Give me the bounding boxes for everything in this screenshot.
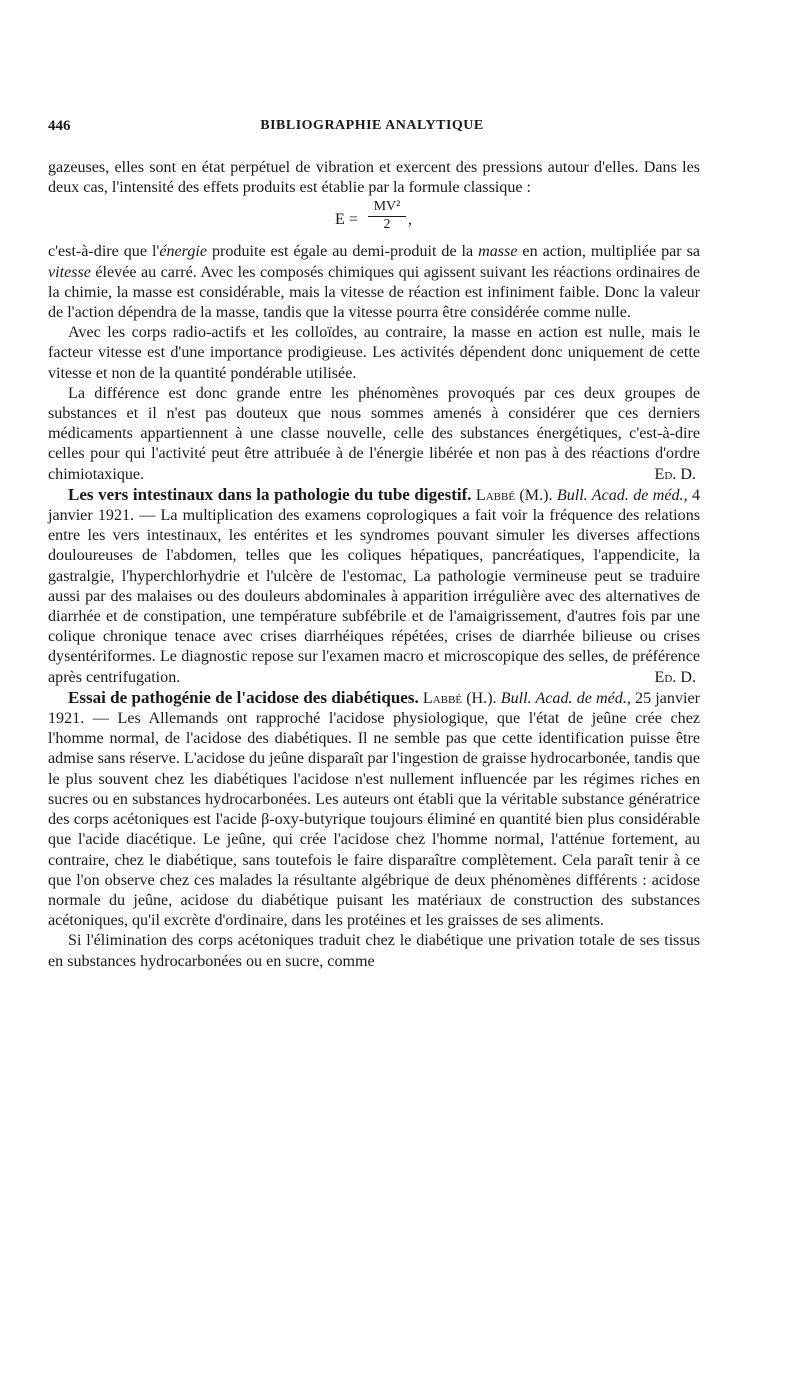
paragraph: gazeuses, elles sont en état perpétuel de vibration et exercent des pressions autour d'elles. Dans les deux cas, l'intensité des effets produits est établie par la formule classique : <box>48 159 700 197</box>
formula-lhs: E = <box>335 211 358 229</box>
article-body: La multiplication des examens coprologiques a fait voir la fréquence des relations entre les vers intestinaux, les entérites et les syndromes pouvant simuler les diverses affections douloureuses de l'abdomen, telles que les coliques hépatiques, pancréatiques, l'appendicite, la gastralgie, l'hyperchlorhydrie et l'ulcère de l'estomac, La pathologie vermineuse peut se traduire aussi par des malaises ou des douleurs abdominales à apparition irrégulière avec des alternatives de diarrhée et de constipation, une température subfébrile et de l'amaigrissement, d'autres fois par une colique chronique tenace avec crises diarrhéiques répétées, crises de diarrhée bilieuse ou crises dysentériformes. Le diagnostic repose sur l'examen macro et microscopique des selles, de préférence après centrifugation. <box>48 507 700 686</box>
paragraph <box>48 384 700 485</box>
page-header <box>48 118 696 142</box>
article-title: Essai de pathogénie de l'acidose des diabétiques. <box>68 687 419 707</box>
italic-term: énergie <box>159 243 207 261</box>
article-author: Labbé (M.). <box>475 486 553 504</box>
article-entry <box>48 485 700 688</box>
paragraph: Si l'élimination des corps acétoniques traduit chez le diabétique une privation totale de ses tissus en substances hydrocarbonées ou en sucre, comme <box>48 932 700 970</box>
italic-term: vitesse <box>48 263 91 281</box>
article-author: Labbé (H.). <box>422 689 497 707</box>
formula-fraction <box>368 198 406 233</box>
formula-numerator: MV² <box>368 198 406 217</box>
italic-term: masse <box>478 243 518 261</box>
signature: Ed. D. <box>654 465 696 483</box>
page-number: 446 <box>48 118 71 134</box>
body-text <box>48 158 700 972</box>
signature: Ed. D. <box>654 668 696 686</box>
article-date: , 25 janvier 1921. — <box>48 689 700 728</box>
article-entry <box>48 688 700 931</box>
text-run: c'est-à-dire que l' <box>48 243 160 261</box>
running-title: BIBLIOGRAPHIE ANALYTIQUE <box>260 118 484 133</box>
paragraph: Avec les corps radio-actifs et les colloïdes, au contraire, la masse en action est nulle, mais le facteur vitesse est d'une importance prodigieuse. Les activités dépendent donc uniquement de cette vitesse et non de la quantité pondérable utilisée. <box>48 324 700 382</box>
text-run: en action, multipliée par sa <box>517 243 700 261</box>
text-run: élevée au carré. Avec les composés chimiques qui agissent suivant les réactions ordinaires de la chimie, la masse est considérable, mais la vitesse de réaction est infiniment faible. Donc la valeur de l'action dépendra de la masse, tandis que la vitesse pourra être considérée comme nulle. <box>48 263 700 322</box>
journal-name: Bull. Acad. de méd. <box>556 486 684 504</box>
journal-name: Bull. Acad. de méd. <box>500 689 627 707</box>
formula-denominator: 2 <box>383 217 391 233</box>
formula-comma: , <box>408 211 413 229</box>
article-title: Les vers intestinaux dans la pathologie du tube digestif. <box>68 484 472 504</box>
article-body: Les Allemands ont rapproché l'acidose physiologique, que l'état de jeûne crée chez l'homme normal, de l'acidose des diabétiques. Il ne semble pas que cette identification puisse être admise sans réserve. L'acidose du jeûne disparaît par l'ingestion de graisse hydrocarbonée, tandis que le plus souvent chez les diabétiques l'acidose n'est nullement influencée par les régimes riches en sucres ou en substances hydrocarbonées. Les auteurs ont établi que la véritable substance génératrice des corps acétoniques est l'acide β-oxy-butyrique toujours éliminé en quantité bien plus considérable que l'acide diacétique. Le jeûne, qui crée l'acidose chez l'homme normal, l'atténue fortement, au contraire, chez le diabétique, sans toutefois le faire disparaître complètement. Cela paraît tenir à ce que l'on observe chez ces malades la résultante algébrique de deux phénomènes différents : acidose normale du jeûne, acidose du diabétique puisant les matériaux de construction des substances acétoniques, qu'il excrète d'ordinaire, dans les protéines et les graisses de ses aliments. <box>48 710 700 930</box>
article-date: , 4 janvier 1921. — <box>48 486 700 525</box>
text-run: produite est égale au demi-produit de la <box>207 243 479 261</box>
text-run: La différence est donc grande entre les phénomènes provoqués par ces deux groupes de substances et il n'est pas douteux que nous sommes amenés à considérer que ces derniers médicaments appartiennent à une classe nouvelle, celle des substances énergétiques, c'est-à-dire celles pour qui l'activité peut être attribuée à de l'énergie libérée et non pas à des réactions d'ordre chimiotaxique. <box>48 384 700 483</box>
energy-formula <box>48 198 700 242</box>
paragraph <box>48 242 700 323</box>
